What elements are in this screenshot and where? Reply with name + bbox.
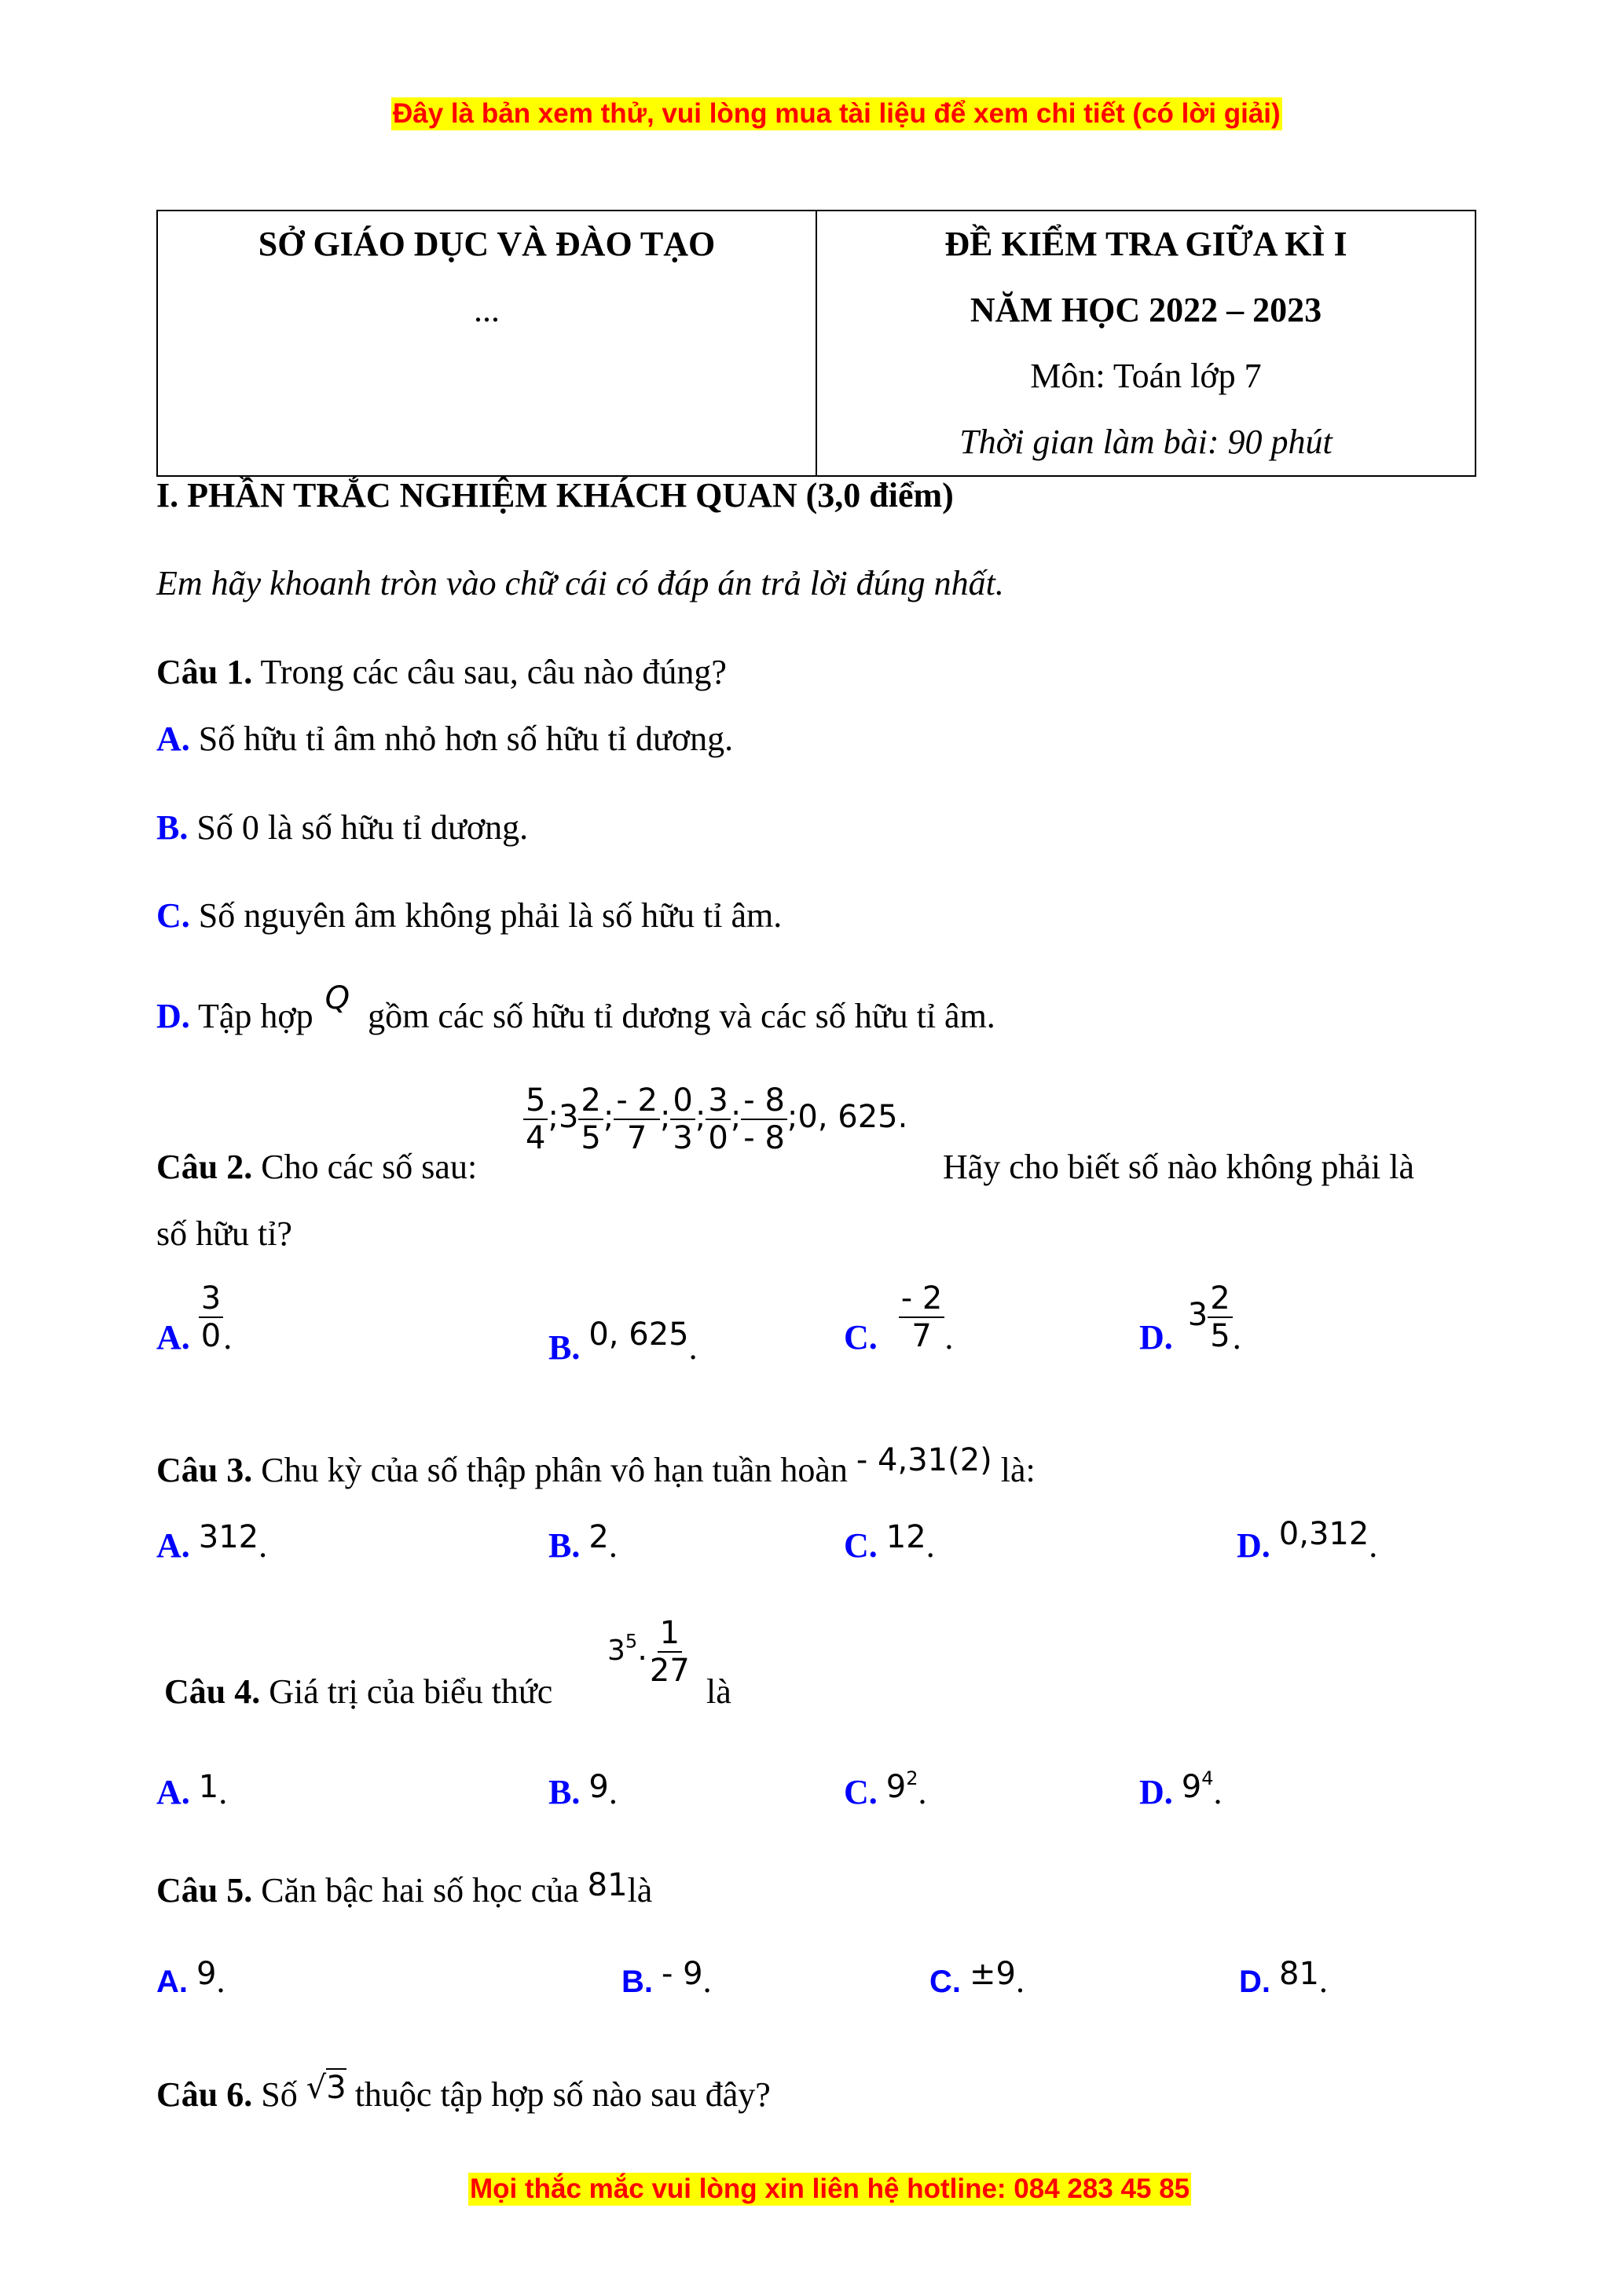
question-label: Câu 4. <box>164 1672 261 1711</box>
option-fraction: $\frac{3}{0}$ <box>199 1280 223 1354</box>
question-text: là <box>706 1672 731 1711</box>
option-label: D. <box>1139 1773 1173 1811</box>
q1-option-a[interactable] <box>156 719 733 759</box>
q5-option-c[interactable]: C. ±9. <box>929 1956 1025 2000</box>
q2-option-c[interactable]: C. $\frac{- 2}{7}$ . <box>844 1280 954 1357</box>
option-label: D. <box>1139 1318 1173 1357</box>
exam-title: ĐỀ KIỂM TRA GIỮA KÌ I <box>944 225 1347 263</box>
repeating-decimal: - 4,31(2) <box>856 1442 992 1478</box>
option-label: C. <box>156 896 190 935</box>
q1-option-c[interactable] <box>156 895 782 936</box>
option-label: D. <box>1239 1965 1270 1999</box>
question-text: Cho các số sau: <box>252 1148 478 1186</box>
option-label: B. <box>548 1328 581 1367</box>
question-label: Câu 1. <box>156 653 253 691</box>
q3-option-b[interactable]: B. 2. <box>548 1519 618 1565</box>
fraction: $\frac{1}{27}$ <box>649 1615 690 1689</box>
option-label: A. <box>156 720 190 758</box>
question-text: Trong các câu sau, câu nào đúng? <box>252 653 727 691</box>
option-value: 81 <box>1279 1956 1319 1992</box>
option-value: 9 <box>1181 1769 1202 1805</box>
exam-header-table <box>156 210 1476 477</box>
q2-number-list: $\frac{5}{4}$ ;3 $\frac{2}{5}$ ; $\frac{- 2}{7}$ ; $\frac{0}{3}$ ; $\frac{3}{0}$ ; $\frac{- 8}{- 8}$ ;0, 625. <box>523 1082 907 1156</box>
option-value: 1 <box>198 1769 219 1805</box>
q5-option-a[interactable]: A. 9. <box>156 1956 225 2000</box>
question-4 <box>164 1672 552 1712</box>
option-label: B. <box>548 1526 581 1565</box>
question-text: Số <box>252 2075 306 2114</box>
question-3 <box>156 1442 1036 1490</box>
option-fraction: $\frac{2}{5}$ <box>1208 1280 1232 1354</box>
section-title: I. PHẦN TRẮC NGHIỆM KHÁCH QUAN (3,0 điểm) <box>156 476 954 514</box>
sqrt-3: √3 <box>306 2070 346 2106</box>
option-value: 9 <box>196 1956 217 1992</box>
option-label: B. <box>548 1773 581 1811</box>
fraction: $\frac{- 2}{7}$ <box>614 1082 660 1156</box>
q3-option-a[interactable]: A. 312. <box>156 1519 268 1565</box>
q3-option-d[interactable]: D. 0,312. <box>1237 1516 1378 1565</box>
option-label: D. <box>156 997 190 1035</box>
question-text: Hãy cho biết số nào không phải là <box>943 1148 1414 1186</box>
time-limit: Thời gian làm bài: 90 phút <box>959 423 1333 461</box>
radical-icon: √ <box>306 2070 327 2106</box>
q2-option-d[interactable]: D. 3 $\frac{2}{5}$ . <box>1139 1280 1241 1357</box>
question-2 <box>156 1147 477 1187</box>
option-label: B. <box>621 1965 653 1999</box>
question-label: Câu 3. <box>156 1451 253 1489</box>
q4-option-d[interactable]: D. $9^4$. <box>1139 1767 1223 1811</box>
q5-option-b[interactable]: B. - 9. <box>621 1956 712 2000</box>
question-text: Căn bậc hai số học của <box>252 1871 588 1910</box>
question-text: thuộc tập hợp số nào sau đây? <box>346 2075 771 2114</box>
option-label: A. <box>156 1773 190 1811</box>
header-right-cell <box>816 211 1476 476</box>
option-label: B. <box>156 808 189 847</box>
option-value: - 9 <box>662 1956 703 1992</box>
question-text: số hữu tỉ? <box>156 1214 292 1253</box>
option-value: 9 <box>885 1769 907 1805</box>
q2-option-b[interactable]: B. 0, 625. <box>548 1316 698 1367</box>
q4-expression: $3^5$. $\frac{1}{27}$ <box>607 1615 692 1689</box>
option-label: C. <box>844 1526 878 1565</box>
q4-option-a[interactable]: A. 1. <box>156 1769 228 1811</box>
question-label: Câu 6. <box>156 2075 253 2114</box>
header-left-cell <box>157 211 816 476</box>
fraction: $\frac{0}{3}$ <box>670 1082 695 1156</box>
question-text: là <box>627 1871 653 1910</box>
option-text: Số 0 là số hữu tỉ dương. <box>188 808 529 847</box>
question-label: Câu 5. <box>156 1871 253 1910</box>
option-value: 2 <box>588 1519 609 1555</box>
option-value: 0, 625 <box>588 1316 689 1353</box>
option-label: C. <box>844 1773 878 1811</box>
set-q-symbol: Q <box>324 980 350 1016</box>
question-5 <box>156 1867 653 1910</box>
question-1 <box>156 652 727 692</box>
q4-option-c[interactable]: C. $9^2$. <box>844 1767 927 1811</box>
q1-option-b[interactable] <box>156 807 528 848</box>
department-name: SỞ GIÁO DỤC VÀ ĐÀO TẠO <box>258 225 716 263</box>
question-label: Câu 2. <box>156 1148 253 1186</box>
option-text: gồm các số hữu tỉ dương và các số hữu tỉ âm. <box>359 997 995 1035</box>
option-label: C. <box>844 1318 878 1357</box>
option-label: D. <box>1237 1526 1270 1565</box>
option-value: 312 <box>198 1519 259 1555</box>
q2-option-a[interactable]: A. $\frac{3}{0}$ . <box>156 1280 233 1357</box>
option-value: ±9 <box>970 1956 1016 1992</box>
option-text: Tập hợp <box>189 997 322 1035</box>
fraction: $\frac{- 8}{- 8}$ <box>741 1082 787 1156</box>
option-label: A. <box>156 1526 190 1565</box>
option-text: Số nguyên âm không phải là số hữu tỉ âm. <box>189 896 783 935</box>
q3-option-c[interactable]: C. 12. <box>844 1519 935 1565</box>
fraction: $\frac{2}{5}$ <box>578 1082 603 1156</box>
option-fraction: $\frac{- 2}{7}$ <box>899 1280 945 1354</box>
preview-notice: Đây là bản xem thử, vui lòng mua tài liệu để xem chi tiết (có lời giải) <box>393 98 1281 129</box>
q1-option-d[interactable] <box>156 980 995 1036</box>
option-value: 12 <box>885 1519 926 1555</box>
option-label: A. <box>156 1965 188 1999</box>
q5-option-d[interactable]: D. 81. <box>1239 1956 1328 2000</box>
question-6 <box>156 2070 771 2115</box>
option-text: Số hữu tỉ âm nhỏ hơn số hữu tỉ dương. <box>189 720 734 758</box>
question-text: là: <box>992 1451 1036 1489</box>
question-text: Giá trị của biểu thức <box>260 1672 553 1711</box>
question-text: Chu kỳ của số thập phân vô hạn tuần hoàn <box>252 1451 856 1489</box>
value-81: 81 <box>587 1867 628 1903</box>
option-label: C. <box>929 1965 961 1999</box>
school-year: NĂM HỌC 2022 – 2023 <box>970 291 1322 329</box>
fraction: $\frac{5}{4}$ <box>523 1082 548 1156</box>
option-label: A. <box>156 1318 190 1357</box>
option-value: 0,312 <box>1278 1516 1369 1552</box>
instruction: Em hãy khoanh tròn vào chữ cái có đáp án trả lời đúng nhất. <box>156 564 1004 602</box>
option-value: 9 <box>588 1769 609 1805</box>
department-placeholder: ... <box>474 291 500 329</box>
subject: Môn: Toán lớp 7 <box>1030 357 1262 395</box>
q4-option-b[interactable]: B. 9. <box>548 1769 618 1811</box>
fraction: $\frac{3}{0}$ <box>706 1082 730 1156</box>
hotline-notice: Mọi thắc mắc vui lòng xin liên hệ hotline: 084 283 45 85 <box>470 2173 1190 2204</box>
